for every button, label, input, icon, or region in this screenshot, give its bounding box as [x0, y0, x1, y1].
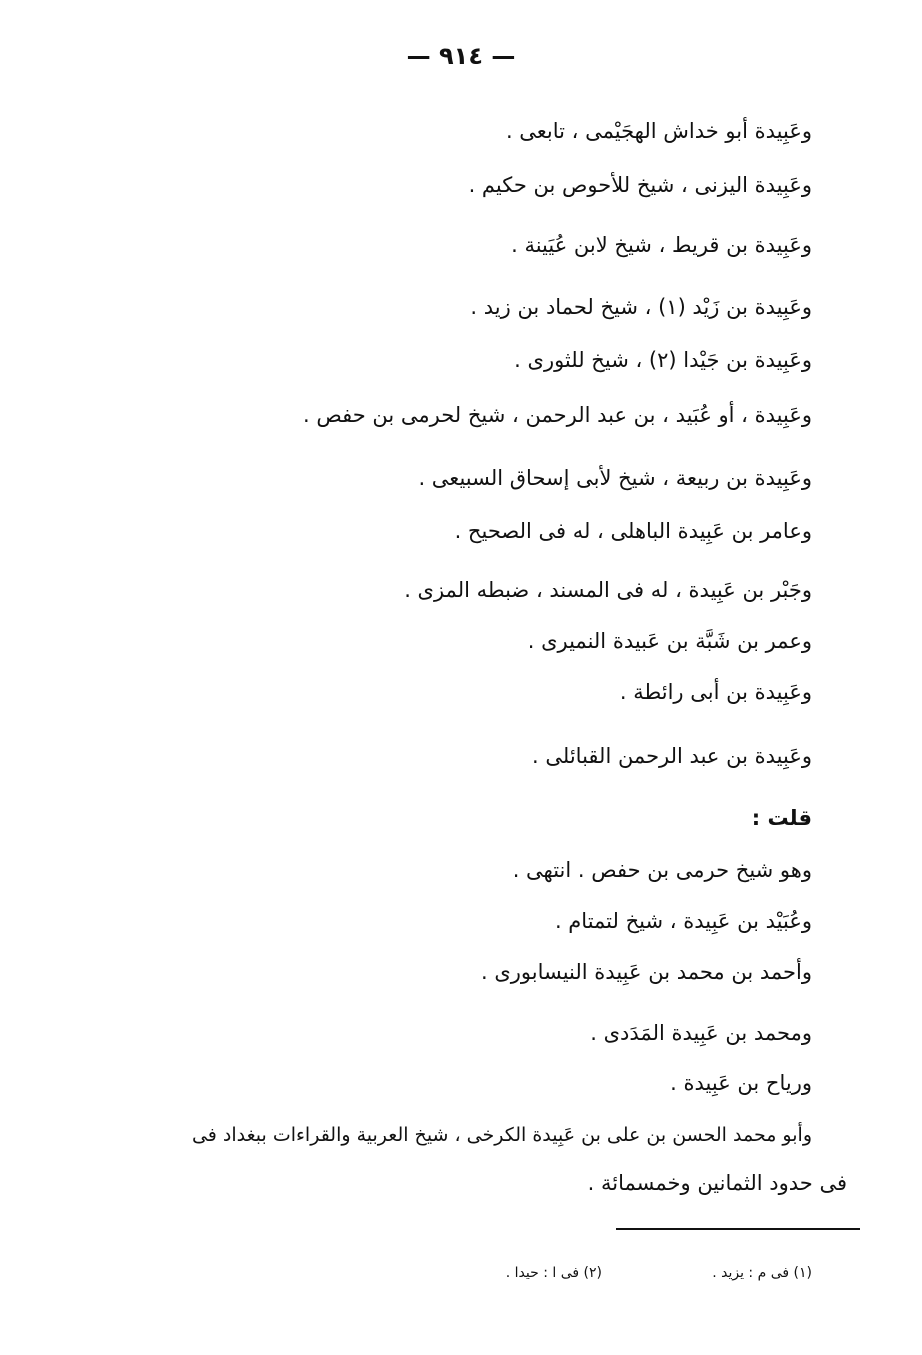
- text-line-18: ورياح بن عَبِيدة .: [670, 1071, 812, 1095]
- text-line-12: وعَبِيدة بن عبد الرحمن القبائلى .: [532, 744, 812, 768]
- footnote-2: (٢) فى ا : حيدا .: [505, 1265, 602, 1281]
- text-line-6: وعَبِيدة ، أو عُبَيد ، بن عبد الرحمن ، شيخ لحرمى بن حفص .: [303, 403, 812, 427]
- text-line-1: وعَبِيدة أبو خداش الهجَيْمى ، تابعى .: [505, 119, 812, 143]
- text-line-3: وعَبِيدة بن قريط ، شيخ لابن عُيَينة .: [511, 233, 812, 257]
- footnote-separator: [616, 1228, 860, 1230]
- text-line-5: وعَبِيدة بن جَيْدا (٢) ، شيخ للثورى .: [514, 348, 812, 372]
- page-number: — ٩١٤ —: [406, 42, 516, 70]
- text-line-10: وعمر بن شَبَّة بن عَبيدة النميرى .: [527, 629, 812, 653]
- text-line-8: وعامر بن عَبِيدة الباهلى ، له فى الصحيح .: [454, 519, 812, 543]
- footnote-1: (١) فى م : يزيد .: [712, 1265, 812, 1281]
- text-line-11: وعَبِيدة بن أبى رائطة .: [619, 680, 812, 704]
- text-line-14: وهو شيخ حرمى بن حفص . انتهى .: [512, 858, 812, 882]
- text-line-16: وأحمد بن محمد بن عَبِيدة النيسابورى .: [480, 960, 812, 984]
- text-line-7: وعَبِيدة بن ربيعة ، شيخ لأبى إسحاق السبيعى .: [418, 466, 812, 490]
- text-line-4: وعَبِيدة بن زَيْد (١) ، شيخ لحماد بن زيد .: [470, 295, 812, 319]
- text-line-qult: قلت :: [751, 806, 812, 830]
- text-line-17: ومحمد بن عَبِيدة المَدَدى .: [590, 1021, 812, 1045]
- text-line-19: وأبو محمد الحسن بن على بن عَبِيدة الكرخى ، شيخ العربية والقراءات ببغداد فى: [191, 1124, 812, 1146]
- text-line-9: وجَبْر بن عَبِيدة ، له فى المسند ، ضبطه المزى .: [404, 578, 812, 602]
- text-line-15: وعُبَيْد بن عَبِيدة ، شيخ لتمتام .: [554, 909, 812, 933]
- text-line-2: وعَبِيدة اليزنى ، شيخ للأحوص بن حكيم .: [468, 173, 812, 197]
- text-line-20: فى حدود الثمانين وخمسمائة .: [587, 1171, 847, 1195]
